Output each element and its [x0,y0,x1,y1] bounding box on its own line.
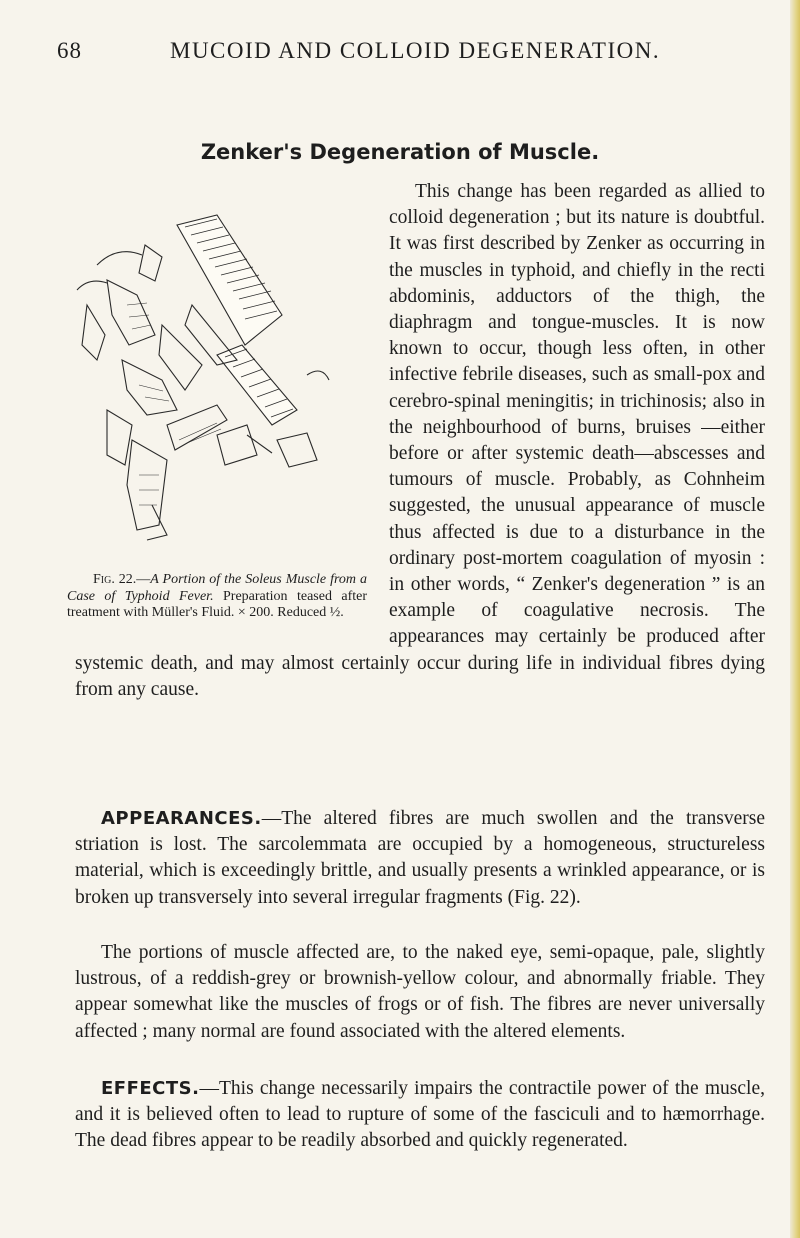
section-title: Zenker's Degeneration of Muscle. [200,140,600,164]
figure-label: Fig. 22.— [93,572,151,587]
effects-heading: EFFECTS. [101,1078,200,1099]
figure-title: A Portion of the Soleus Muscle from a Case of Typhoid Fever. [67,572,367,604]
appearances-paragraph [75,806,765,911]
muscle-fibre-illustration [67,185,367,565]
figure-caption [67,572,367,622]
intro-text: This change has been regarded as allied to colloid degeneration ; but its nature is doubtful. It was first described by Zenker as occurring in the muscles in typhoid, and chiefly in the recti abdominis, adductors of the thigh, the diaphragm and tongue-muscles. It is now known to occur, though less often, in other infective febrile diseases, such as small-pox and cerebro-spinal meningitis; in trichinosis; also in the neighbourhood of burns, bruises —either before or after systemic death—abscesses and tumours of muscle. Probably, as Cohnheim suggested, the unusual appearance of muscle thus affected is due to a disturbance in the ordinary post-mortem coagulation of myosin : in other words, “ Zenker's degeneration ” is an example of coagulative necrosis. The appearances may certainly be produced after systemic death, and may almost certainly occur during life in individual fibres dying from any cause. [75,181,765,700]
appearances-paragraph-2 [75,940,765,1045]
appearances-text: —The altered fibres are much swollen and the transverse striation is lost. The sarcolemmata are occupied by a homogeneous, structureless material, which is exceedingly brittle, and usually presents a wrinkled appearance, or is broken up transversely into several irregular fragments (Fig. 22). [75,808,765,908]
page-edge [790,0,800,1238]
figure-22 [67,179,375,639]
running-head-title: MUCOID AND COLLOID DEGENERATION. [170,38,661,63]
appearances-heading: APPEARANCES. [101,808,262,829]
figure-description: Preparation teased after treatment with Müller's Fluid. × 200. Reduced ½. [67,588,368,620]
effects-text: —This change necessarily impairs the contractile power of the muscle, and it is believed often to lead to rupture of some of the fasciculi and to hæmorrhage. The dead fibres appear to be readily absorbed and quickly regenerated. [75,1078,765,1152]
intro-paragraph [67,179,765,703]
effects-paragraph [75,1076,765,1155]
appearances-text-2: The portions of muscle affected are, to the naked eye, semi-opaque, pale, slightly lustrous, of a reddish-grey or brownish-yellow colour, and abnormally friable. They appear somewhat like the muscles of frogs or of fish. The fibres are never universally affected ; many normal are found associated with the altered elements. [75,942,765,1042]
page-number: 68 [57,38,82,63]
